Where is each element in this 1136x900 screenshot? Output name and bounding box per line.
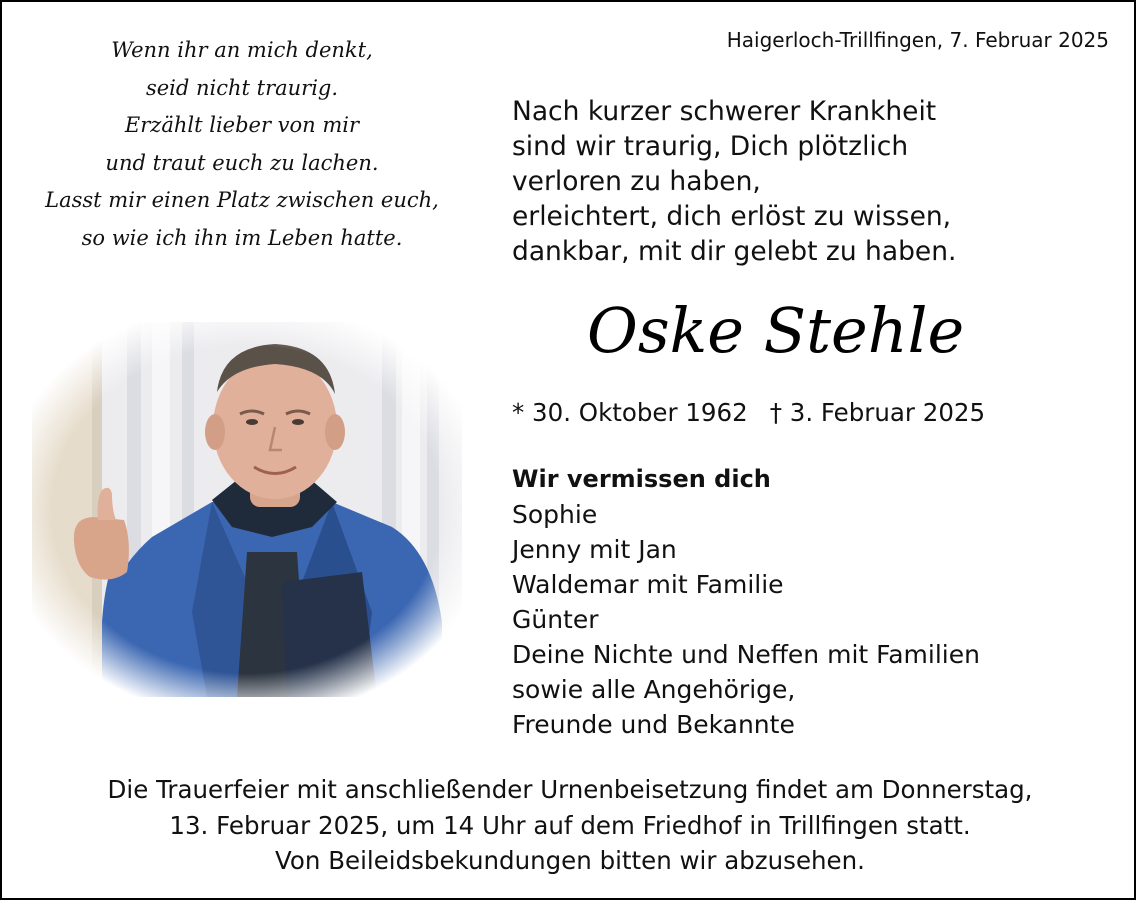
poem-line: Wenn ihr an mich denkt,: [111, 38, 373, 62]
poem-line: so wie ich ihn im Leben hatte.: [81, 225, 403, 250]
death-date: † 3. Februar 2025: [769, 398, 986, 427]
life-dates: [512, 398, 985, 427]
mourner-entry: sowie alle Angehörige,: [512, 675, 796, 704]
mourner-entry: Jenny mit Jan: [512, 535, 677, 564]
funeral-announcement: [2, 772, 1136, 879]
funeral-line: 13. Februar 2025, um 14 Uhr auf dem Friedhof in Trillfingen statt.: [169, 810, 971, 840]
mourner-entry: Waldemar mit Familie: [512, 570, 784, 599]
poem-line: seid nicht traurig.: [145, 75, 339, 100]
intro-line: sind wir traurig, Dich plötzlich: [512, 131, 909, 162]
poem-line: Lasst mir einen Platz zwischen euch,: [45, 188, 439, 212]
mourners-heading: Wir vermissen dich: [512, 465, 771, 493]
intro-line: verloren zu haben,: [512, 166, 761, 197]
intro-line: erleichtert, dich erlöst zu wissen,: [512, 201, 952, 232]
intro-line: dankbar, mit dir gelebt zu haben.: [512, 236, 957, 267]
intro-text: [512, 94, 956, 269]
birth-date: * 30. Oktober 1962: [512, 398, 748, 427]
poem-line: Erzählt lieber von mir: [124, 113, 360, 137]
portrait-illustration: [32, 322, 462, 697]
mourner-entry: Freunde und Bekannte: [512, 710, 795, 739]
mourner-entry: Deine Nichte und Neffen mit Familien: [512, 640, 980, 669]
portrait-photo: [32, 322, 462, 697]
funeral-line: Die Trauerfeier mit anschließender Urnenbeisetzung findet am Donnerstag,: [107, 775, 1033, 804]
deceased-name: Oske Stehle: [587, 294, 965, 367]
poem-line: und traut euch zu lachen.: [105, 150, 379, 175]
memorial-poem: [42, 32, 442, 257]
mourner-entry: Günter: [512, 605, 599, 634]
intro-line: Nach kurzer schwerer Krankheit: [512, 96, 937, 127]
place-and-date: Haigerloch-Trillfingen, 7. Februar 2025: [726, 28, 1109, 52]
mourners-list: [512, 462, 980, 742]
funeral-line: Von Beileidsbekundungen bitten wir abzusehen.: [275, 846, 865, 875]
mourner-entry: Sophie: [512, 500, 598, 529]
